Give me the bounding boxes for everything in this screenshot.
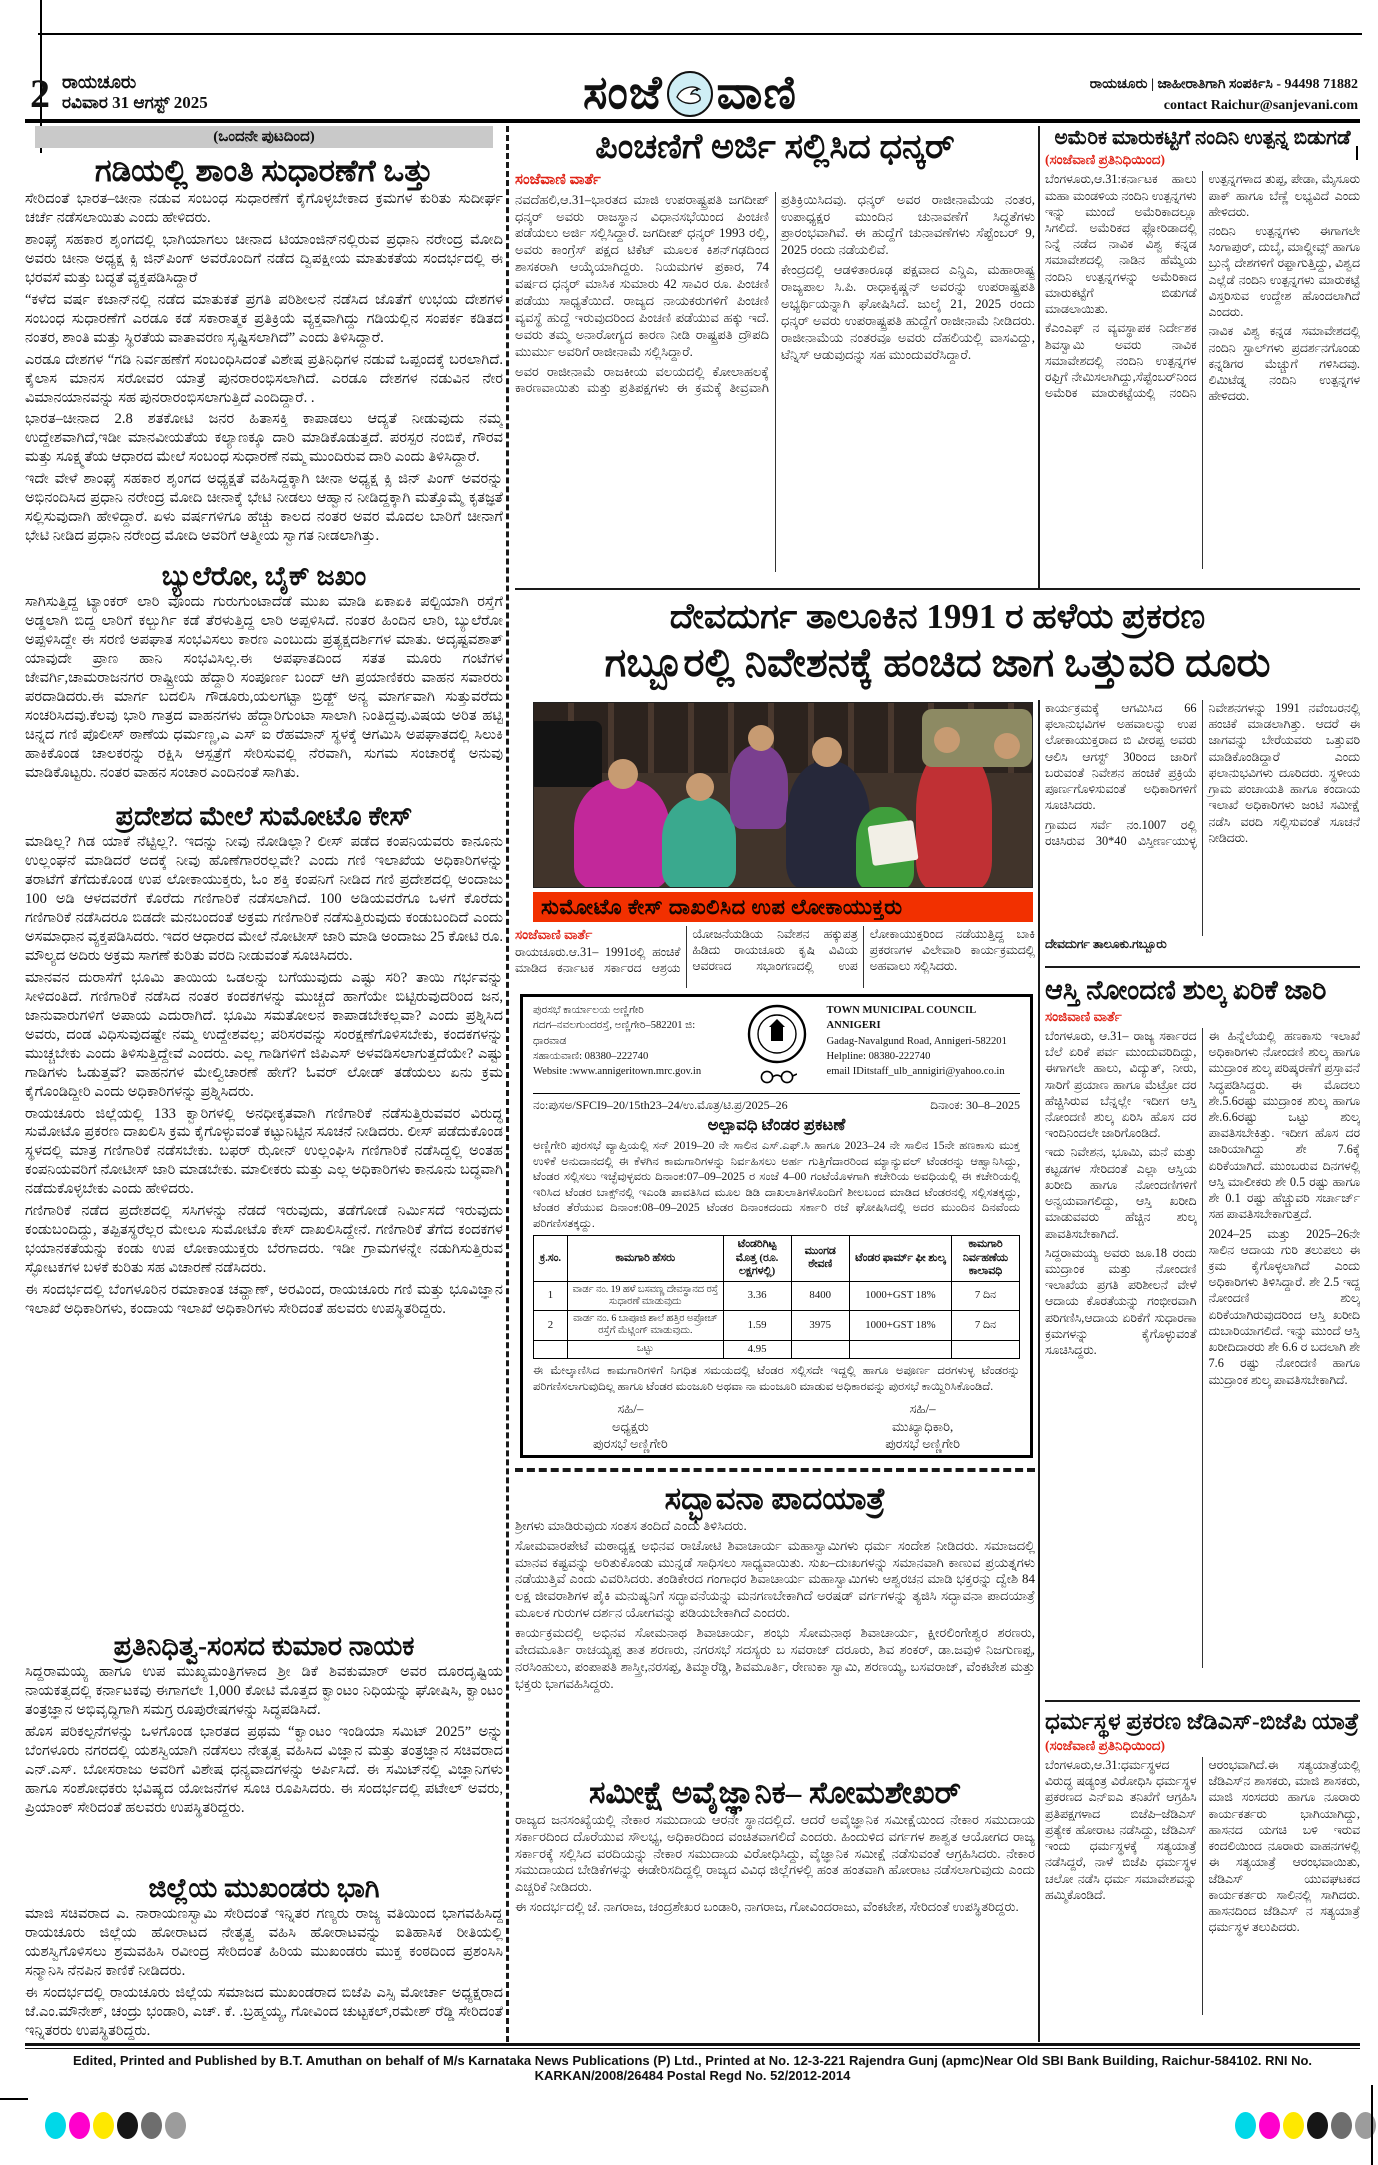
bottom-right-crop-mark [1371, 2085, 1373, 2165]
color-registration-dot [141, 2112, 162, 2139]
footer-rule-thin [25, 2048, 1360, 2049]
article-gadi [25, 126, 503, 560]
photo-caption-bar [533, 892, 1033, 922]
sumoto-caption-body: ರಾಯಚೂರು.ಆ.31– 1991ರಲ್ಲಿ ಹಂಚಿಕೆ ಮಾಡಿದ ಕರ್ನಾಟಕ ಸರ್ಕಾರದ ಆಶ್ರಯ ಯೋಜನೆಯಡಿಯ ನಿವೇಶನ ಹಕ್ಕುಪತ್ರ ಹಿಡಿದು ರಾಯಚೂರು ಕೃಷಿ ವಿವಿಯ ಆವರಣದ ಸಭಾಂಗಣದಲ್ಲಿ ಉಪ ಲೋಕಾಯುಕ್ತರಿಂದ ನಡೆಯುತ್ತಿದ್ದ ಬಾಕಿ ಪ್ರಕರಣಗಳ ವಿಲೇವಾರಿ ಕಾರ್ಯಕ್ರಮದಲ್ಲಿ ಅಹವಾಲು ಸಲ್ಲಿಸಿದರು. [515, 927, 1035, 976]
news-photo [533, 702, 1033, 888]
nandini-body: ಬೆಂಗಳೂರು,ಆ.31:ಕರ್ನಾಟಕ ಹಾಲು ಮಹಾ ಮಂಡಳಿಯ ನಂದಿನಿ ಉತ್ಪನ್ನಗಳು ಇನ್ನು ಮುಂದೆ ಅಮೆರಿಕಾದಲ್ಲೂ ಸಿಗಲಿದೆ. ಅಮೆರಿಕದ ಫ್ಲೋರಿಡಾದಲ್ಲಿ ನಿನ್ನೆ ನಡೆದ ನಾವಿಕ ವಿಶ್ವ ಕನ್ನಡ ಸಮಾವೇಶದಲ್ಲಿ ನಾಡಿನ ಹೆಮ್ಮೆಯ ನಂದಿನಿ ಉತ್ಪನ್ನಗಳನ್ನು ಅಮೆರಿಕಾದ ಮಾರುಕಟ್ಟೆಗೆ ಬಿಡುಗಡೆ ಮಾಡಲಾಯಿತು. ಕೆಎಂಎಫ್ ನ ವ್ಯವಸ್ಥಾಪಕ ನಿರ್ದೇಶಕ ಶಿವಸ್ವಾಮಿ ಅವರು ನಾವಿಕ ಸಮಾವೇಶದಲ್ಲಿ ನಂದಿನಿ ಉತ್ಪನ್ನಗಳ ರಫ್ತಿಗೆ ನೇಮಿಸಲಾಗಿದ್ದು,ಸೆಪ್ಟೆಂಬರ್‌ನಿಂದ ಅಮೆರಿಕ ಮಾರುಕಟ್ಟೆಯಲ್ಲಿ ನಂದಿನಿ ಉತ್ಪನ್ನಗಳಾದ ತುಪ್ಪ, ಪೇಡಾ, ಮೈಸೂರು ಪಾಕ್ ಹಾಗೂ ಬೆಣ್ಣೆ ಲಭ್ಯವಿದೆ ಎಂದು ಹೇಳಿದರು. ನಂದಿನಿ ಉತ್ಪನ್ನಗಳು ಈಗಾಗಲೇ ಸಿಂಗಾಪುರ್, ದುಬೈ, ಮಾಲ್ಡೀವ್ಸ್ ಹಾಗೂ ಬ್ರುನೈ ದೇಶಗಳಿಗೆ ರಫ್ತಾಗುತ್ತಿದ್ದು, ವಿಶ್ವದ ಎಲ್ಲೆಡೆ ನಂದಿನಿ ಉತ್ಪನ್ನಗಳು ಮಾರುಕಟ್ಟೆ ವಿಸ್ತರಿಸುವ ಉದ್ದೇಶ ಹೊಂದಲಾಗಿದೆ ಎಂದರು. ನಾವಿಕ ವಿಶ್ವ ಕನ್ನಡ ಸಮಾವೇಶದಲ್ಲಿ ನಂದಿನಿ ಸ್ಟಾಲ್‌ಗಳು ಪ್ರದರ್ಶನಗೊಂಡು ಕನ್ನಡಿಗರ ಮೆಚ್ಚುಗೆ ಗಳಿಸಿದವು. ಲಿಮಿಟೆಡ್ನ ನಂದಿನಿ ಉತ್ಪನ್ನಗಳ ಹೇಳಿದರು. [1045, 172, 1360, 404]
notice-para-1: ಅಣ್ಣಿಗೇರಿ ಪುರಸಭೆ ವ್ಯಾಪ್ತಿಯಲ್ಲಿ ಸನ್ 2019–20 ನೇ ಸಾಲಿನ ಎಸ್.ಎಫ್.ಸಿ ಹಾಗೂ 2023–24 ನೇ ಸಾಲಿನ 15ನೇ ಹಣಕಾಸು ಮುಕ್ತ ಉಳಿಕೆ ಅನುದಾನದಲ್ಲಿ ಈ ಕೆಳಗಿನ ಕಾಮಗಾರಿಗಳನ್ನು ನಿರ್ವಹಿಸಲು ಅರ್ಹ ಗುತ್ತಿಗೆದಾರರಿಂದ ಮ್ಯಾನ್ಯುವಲ್ ಟೆಂಡರನ್ನು ಆಹ್ವಾನಿಸಿದ್ದು, ಟೆಂಡರ ಸಲ್ಲಿಸಲು ಇಚ್ಛೆವುಳ್ಳವರು ದಿನಾಂಕ:07–09–2025 ರ ಸಂಜೆ 4–00 ಗಂಟೆಯೊಳಗಾಗಿ ಕಚೇರಿಯ ಅವಧಿಯಲ್ಲಿ ಈ ಕಚೇರಿಯಲ್ಲಿ ಇರಿಸಿದ ಟೆಂಡರ ಬಾಕ್ಸ್‌ನಲ್ಲಿ ಇಎಂಡಿ ಪಾವತಿಸಿದ ಮೂಲ ಡಿಡಿ ದಾಖಲಾತಿಗಳೊಂದಿಗೆ ಶೀಲಬಂದ ಮಾಡಿದ ಟೆಂಡರನಲ್ಲಿ ಸಲ್ಲಿಸತಕ್ಕದ್ದು, ಟೆಂಡರ ತೆರೆಯುವ ದಿನಾಂಕ:08–09–2025 ಟೆಂಡರ ದಿನಾಂಕದಂದು ಸರ್ಕಾರಿ ರಜೆ ಘೋಷಿಸಿದಲ್ಲಿ ಅದರ ಮುಂದಿನ ದಿನವೆಂದು ಪರಿಗಣಿಸತಕ್ಕದ್ದು. [533, 1139, 1020, 1230]
header-rule [25, 119, 1360, 123]
color-registration-dot [1283, 2112, 1304, 2139]
ad-boundary-dashed-rule [515, 1468, 1035, 1472]
sumoto-headline: ಪ್ರದೇಶದ ಮೇಲೆ ಸುಮೋಟೊ ಕೇಸ್ [115, 801, 413, 831]
photo-face-2 [686, 773, 714, 801]
article-jilla [25, 1872, 503, 2042]
asti-headline: ಆಸ್ತಿ ನೋಂದಣಿ ಶುಲ್ಕ ಏರಿಕೆ ಜಾರಿ [1045, 975, 1327, 1005]
asti-body: ಬೆಂಗಳೂರು, ಆ.31– ರಾಜ್ಯ ಸರ್ಕಾರದ ಬೆಲೆ ಏರಿಕೆ ಪರ್ವ ಮುಂದುವರಿದಿದ್ದು, ಈಗಾಗಲೇ ಹಾಲು, ವಿದ್ಯುತ್, ನೀರು, ಸಾರಿಗೆ ಪ್ರಯಾಣ ಹಾಗೂ ಮೆಟ್ರೋ ದರ ಹೆಚ್ಚಿಸಿರುವ ಬೆನ್ನಲ್ಲೇ ಇದೀಗ ಆಸ್ತಿ ನೋಂದಣಿ ಶುಲ್ಕ ಏರಿಸಿ ಹೊಸ ದರ ಇಂದಿನಿಂದಲೇ ಜಾರಿಗೊಂಡಿದೆ. ಇದು ನಿವೇಶನ, ಭೂಮಿ, ಮನೆ ಮತ್ತು ಕಟ್ಟಡಗಳ ಸೇರಿದಂತೆ ಎಲ್ಲಾ ಆಸ್ತಿಯ ಖರೀದಿ ಹಾಗೂ ನೋಂದಣಿಗಳಿಗೆ ಅನ್ವಯವಾಗಲಿದ್ದು, ಆಸ್ತಿ ಖರೀದಿ ಮಾಡುವವರು ಹೆಚ್ಚಿನ ಶುಲ್ಕ ಪಾವತಿಸಬೇಕಾಗಿದೆ. ಸಿದ್ದರಾಮಯ್ಯ ಅವರು ಜೂ.18 ರಂದು ಮುದ್ರಾಂಕ ಮತ್ತು ನೋಂದಣಿ ಇಲಾಖೆಯ ಪ್ರಗತಿ ಪರಿಶೀಲನೆ ವೇಳೆ ಆದಾಯ ಕೊರತೆಯನ್ನು ಗಂಭೀರವಾಗಿ ಪರಿಗಣಿಸಿ,ಆದಾಯ ಏರಿಕೆಗೆ ಸುಧಾರಣಾ ಕ್ರಮಗಳನ್ನು ಕೈಗೊಳ್ಳುವಂತೆ ಸೂಚಿಸಿದ್ದರು. ಈ ಹಿನ್ನೆಲೆಯಲ್ಲಿ ಹಣಕಾಸು ಇಲಾಖೆ ಅಧಿಕಾರಿಗಳು ನೋಂದಣಿ ಶುಲ್ಕ ಹಾಗೂ ಮುದ್ರಾಂಕ ಶುಲ್ಕ ಪರಿಷ್ಕರಣೆಗೆ ಪ್ರಸ್ತಾವನೆ ಸಿದ್ಧಪಡಿಸಿದ್ದರು. ಈ ಮೊದಲು ಶೇ.5.6ರಷ್ಟು ಮುದ್ರಾಂಕ ಶುಲ್ಕ ಹಾಗೂ ಶೇ.6.6ರಷ್ಟು ಒಟ್ಟು ಶುಲ್ಕ ಪಾವತಿಸಬೇಕಿತ್ತು. ಇದೀಗ ಹೊಸ ದರ ಜಾರಿಯಾಗಿದ್ದು ಶೇ 7.6ಕ್ಕೆ ಏರಿಕೆಯಾಗಿದೆ. ಮುಂಬರುವ ದಿನಗಳಲ್ಲಿ ಆಸ್ತಿ ಮಾಲೀಕರು ಶೇ 0.5 ರಷ್ಟು ಹಾಗೂ ಶೇ 0.1 ರಷ್ಟು ಹೆಚ್ಚುವರಿ ಸರ್ಚಾರ್ಜ್ ಸಹ ಪಾವತಿಸಬೇಕಾಗುತ್ತದೆ. 2024–25 ಮತ್ತು 2025–26ನೇ ಸಾಲಿನ ಆದಾಯ ಗುರಿ ತಲುಪಲು ಈ ಕ್ರಮ ಕೈಗೊಳ್ಳಲಾಗಿದೆ ಎಂದು ಅಧಿಕಾರಿಗಳು ತಿಳಿಸಿದ್ದಾರೆ. ಶೇ 2.5 ಇದ್ದ ನೋಂದಣಿ ಶುಲ್ಕ ಏರಿಕೆಯಾಗಿರುವುದರಿಂದ ಆಸ್ತಿ ಖರೀದಿ ದುಬಾರಿಯಾಗಲಿದೆ. ಇನ್ನು ಮುಂದೆ ಆಸ್ತಿ ಖರೀದಿದಾರರು ಶೇ 6.6 ರ ಬದಲಾಗಿ ಶೇ 7.6 ರಷ್ಟು ನೋಂದಣಿ ಹಾಗೂ ಮುದ್ರಾಂಕ ಶುಲ್ಕ ಪಾವತಿಸಬೇಕಾಗಿದೆ. [1045, 1028, 1360, 1387]
glasses-icon [757, 1070, 797, 1084]
sumoto-caption-byline: ಸಂಜೆವಾಣಿ ವಾರ್ತೆ [515, 927, 593, 942]
office-website: Website :www.annigeritown.mrc.gov.in [533, 1066, 702, 1078]
advert-contact-line: ರಾಯಚೂರು | ಜಾಹೀರಾತಿಗಾಗಿ ಸಂಪರ್ಕಿಸಿ - 94498 71882 [1089, 77, 1358, 92]
color-registration-dot [1235, 2112, 1256, 2139]
imprint-line: Edited, Printed and Published by B.T. Amuthan on behalf of M/s Karnataka News Publications (P) Ltd., Printed at No. 12-3-221 Rajendra Gunj (apmc)Near Old SBI Bank Building, Raichur-584102. RNI No. KARKAN/2008/26484 Postal Regd No. 52/2012-2014 [72, 2053, 1313, 2083]
article-nandini [1045, 126, 1360, 586]
article-dharmasthala [1045, 1708, 1360, 2042]
color-registration-dot [93, 2112, 114, 2139]
asti-byline: ಸಂಜಿವಾಣಿ ವಾರ್ತೆ [1045, 1008, 1122, 1024]
office-email: email IDitstaff_ulb_annigiri@yahoo.co.in [826, 1066, 1005, 1078]
tender-table: ಕ್ರ.ಸಂ. ಕಾಮಗಾರಿ ಹೆಸರು ಟೆಂಡರಿಗಿಟ್ಟ ಮೊತ್ತ (ರೂ. ಲಕ್ಷಗಳಲ್ಲಿ) ಮುಂಗಡ ಠೇವಣಿ ಟೆಂಡರ ಫಾರ್ಮ್ ಫೀ ಶುಲ್ಕ ಕಾಮಗಾರಿ ನಿರ್ವಹಣೆಯ ಕಾಲಾವಧಿ 1 ವಾರ್ಡ ನಂ. 19 ಹಳೆ ಬಸವಣ್ಣ ದೇವಸ್ಥಾನದ ರಸ್ತೆ ಸುಧಾರಣೆ ಮಾಡುವುದು 3.36 8400 1000+GST 18% 7 ದಿನ 2 ವಾರ್ಡ ನಂ. 6 ಬಾಪೂಜಿ ಶಾಲೆ ಹತ್ತಿರ ಅಪ್ರೋಚ್ ರಸ್ತೆಗೆ ಮೆಟ್ಲಿಂಗ್ ಮಾಡುವುದು. 1.59 3975 1000+GST 18% 7 ದಿನ ಒಟ್ಟು 4.95 [533, 1235, 1020, 1359]
photo-face-1 [608, 759, 638, 789]
notice-office-kannada [533, 1003, 726, 1080]
photo-face-6 [994, 733, 1020, 759]
photo-document-paper [867, 820, 918, 866]
rule-above-dharmasthala [1045, 1700, 1360, 1702]
registration-dots-right [1235, 2112, 1376, 2139]
municipal-seal-icon [726, 1003, 826, 1089]
nandini-byline: (ಸಂಜೆವಾಣಿ ಪ್ರತಿನಿಧಿಯಿಂದ) [1045, 152, 1165, 168]
article-sumoto-left [25, 800, 503, 1630]
article-pratinidhitva [25, 1630, 503, 1872]
pratinidhitva-headline: ಪ್ರತಿನಿಧಿತ್ವ-ಸಂಸದ ಕುಮಾರ ನಾಯಕ [113, 1631, 415, 1661]
photo-person-magenta [574, 779, 670, 888]
photo-person-red-saree [916, 747, 992, 888]
edition-date: ರವಿವಾರ 31 ಆಗಸ್ಟ್ 2025 [62, 92, 208, 112]
registration-dots-left [45, 2112, 186, 2139]
gabbur-headline-line2: ಗಬ್ಬೂರಲ್ಲಿ ನಿವೇಶನಕ್ಕೆ ಹಂಚಿದ ಜಾಗ ಒತ್ತುವರಿ ದೂರು [604, 639, 1271, 685]
left-column [25, 126, 503, 2042]
rule-under-top-articles [515, 588, 1360, 590]
color-registration-dot [165, 2112, 186, 2139]
divider-middle-right-bottom [1038, 700, 1040, 2042]
gabbur-dateline: ದೇವದುರ್ಗ ತಾಲೂಕು.ಗಬ್ಬೂರು [1045, 937, 1167, 951]
edition-block [62, 72, 208, 112]
office-helpline-en: Helpline: 08380-222740 [826, 1051, 931, 1063]
bottom-left-crop-mark [0, 2098, 28, 2100]
dhankar-byline: ಸಂಜೆವಾಣಿ ವಾರ್ತೆ [515, 171, 601, 188]
notice-office-english [827, 1003, 1020, 1080]
tender-notice-box [520, 994, 1033, 1458]
pratinidhitva-body: ಸಿದ್ದರಾಮಯ್ಯ ಹಾಗೂ ಉಪ ಮುಖ್ಯಮಂತ್ರಿಗಳಾದ ಶ್ರೀ ಡಿಕೆ ಶಿವಕುಮಾರ್ ಅವರ ದೂರದೃಷ್ಟಿಯ ನಾಯಕತ್ವದಲ್ಲಿ ಕರ್ನಾಟಕವು ಈಗಾಗಲೇ 1,000 ಕೋಟಿ ಮೊತ್ತದ ಕ್ವಾಂಟಂ ನಿಧಿಯನ್ನು ಘೋಷಿಸಿ, ಕ್ವಾಂಟಂ ತಂತ್ರಜ್ಞಾನ ಅಭಿವೃದ್ಧಿಗಾಗಿ ಸಮಗ್ರ ರೂಪುರೇಷಗಳನ್ನು ಸಿದ್ಧಪಡಿಸಿದೆ. ಹೊಸ ಪರಿಕಲ್ಪನೆಗಳನ್ನು ಒಳಗೊಂಡ ಭಾರತದ ಪ್ರಥಮ “ಕ್ವಾಂಟಂ ಇಂಡಿಯಾ ಸಮಿಟ್ 2025” ಅನ್ನು ಬೆಂಗಳೂರು ನಗರದಲ್ಲಿ ಯಶಸ್ವಿಯಾಗಿ ನಡೆಸಲು ನೇತೃತ್ವ ವಹಿಸಿದ ವಿಜ್ಞಾನ ಮತ್ತು ತಂತ್ರಜ್ಞಾನ ಸಚಿವರಾದ ಎನ್.ಎಸ್. ಬೋಸರಾಜು ಅವರಿಗೆ ವಿಶೇಷ ಧನ್ಯವಾದಗಳನ್ನು ಅರ್ಪಿಸಿದೆ. ಈ ಸಮಿಟ್‌ನಲ್ಲಿ ವಿಜ್ಞಾನಿಗಳು ಹಾಗೂ ಸಂಶೋಧಕರು ಭವಿಷ್ಯದ ಯೋಜನೆಗಳ ಸೂಚಿ ರೂಪಿಸಿದರು. ಈ ಸಂದರ್ಭದಲ್ಲಿ ಪಟೇಲ್ ಅವರು, ಪ್ರಿಯಾಂಕ್ ಸೇರಿದಂತೆ ಹಲವರು ಉಪಸ್ಥಿತರಿದ್ದರು. [25, 1663, 503, 1816]
sumoto-caption-story [515, 926, 1035, 988]
dharmasthala-headline: ಧರ್ಮಸ್ಥಳ ಪ್ರಕರಣ ಜೆಡಿಎಸ್-ಬಿಜೆಪಿ ಯಾತ್ರೆ [1045, 1709, 1359, 1734]
nandini-headline: ಅಮೆರಿಕ ಮಾರುಕಟ್ಟಿಗೆ ನಂದಿನಿ ಉತ್ಪನ್ನ ಬಿಡುಗಡೆ [1054, 127, 1351, 149]
rule-above-asti [1045, 966, 1360, 968]
bulero-headline: ಬ್ಯುಲೆರೋ, ಬೈಕ್ ಜಖಂ [161, 561, 367, 591]
contact-block [1090, 74, 1358, 116]
office-address-en: Gadag-Navalgund Road, Annigeri-582201 [826, 1035, 1007, 1047]
contact-email: contact Raichur@sanjevani.com [1163, 98, 1358, 113]
notice-date: ದಿನಾಂಕ: 30–8–2025 [930, 1098, 1020, 1112]
masthead [540, 66, 840, 121]
continued-from-page-one-kicker: (ಒಂದನೇ ಪುಟದಿಂದ) [35, 126, 493, 148]
article-asti [1045, 974, 1360, 1696]
article-samikshe [515, 1774, 1035, 2040]
photo-person-teal [662, 797, 736, 888]
samikshe-headline: ಸಮೀಕ್ಷೆ ಅವೈಜ್ಞಾನಿಕ– ಸೋಮಶೇಖರ್ [588, 1775, 962, 1810]
color-registration-dot [45, 2112, 66, 2139]
letterhead-rule [533, 1093, 1020, 1094]
office-address-kn: ಗದಗ–ನವಲಗುಂದರಸ್ತೆ, ಅಣ್ಣಿಗೇರಿ–582201 ಜಿ: ಧಾರವಾಡ [533, 1020, 696, 1047]
signature-chief-officer: ಸಹಿ/– ಮುಖ್ಯಾಧಿಕಾರಿ, ಪುರಸಭೆ ಅಣ್ಣಿಗೇರಿ [885, 1401, 960, 1452]
jilla-body: ಮಾಜಿ ಸಚಿವರಾದ ಎ. ನಾರಾಯಣಸ್ವಾಮಿ ಸೇರಿದಂತೆ ಇನ್ನಿತರ ಗಣ್ಯರು ರಾಜ್ಯ ವತಿಯಿಂದ ಭಾಗವಹಿಸಿದ್ದ ರಾಯಚೂರು ಜಿಲ್ಲೆಯ ಹೋರಾಟದ ನೇತೃತ್ವ ವಹಿಸಿ ಹೋರಾಟವನ್ನು ಐತಿಹಾಸಿಕ ರೀತಿಯಲ್ಲಿ ಯಶಸ್ವಿಗೊಳಿಸಲು ಶ್ರಮವಹಿಸಿ ರವೀಂದ್ರ ಸೇರಿದಂತೆ ಹಿರಿಯ ಮುಖಂಡರು ಮುಕ್ತ ಕಂಠದಿಂದ ಪ್ರಶಂಸಿಸಿ ಸನ್ಮಾನಿಸಿ ನೆನಪಿನ ಕಾಣಿಕೆ ನೀಡಿದರು. ಈ ಸಂದರ್ಭದಲ್ಲಿ ರಾಯಚೂರು ಜಿಲ್ಲೆಯ ಸಮಾಜದ ಮುಖಂಡರಾದ ಬಿಜೆಪಿ ಎಸ್ಸಿ ಮೋರ್ಚಾ ಅಧ್ಯಕ್ಷರಾದ ಜೆ.ಎಂ.ಮೌನೇಶ್, ಚಂದ್ರು ಭಂಡಾರಿ, ಎಚ್. ಕೆ. .ಬ್ರಹ್ಮಯ್ಯ, ಗೋವಿಂದ ಚುಟ್ಟಕಲ್,ರಮೇಶ್ ರೆಡ್ಡಿ ಸೇರಿದಂತೆ ಇನ್ನಿತರರು ಉಪಸ್ಥಿತರಿದ್ದರು. [25, 1905, 503, 2039]
samikshe-body: ರಾಜ್ಯದ ಜನಸಂಖ್ಯೆಯಲ್ಲಿ ನೇಕಾರ ಸಮುದಾಯ ಆರನೇ ಸ್ಥಾನದಲ್ಲಿದೆ. ಆದರೆ ಅವೈಜ್ಞಾನಿಕ ಸಮೀಕ್ಷೆಯಿಂದ ನೇಕಾರ ಸಮುದಾಯ ಸರ್ಕಾರದಿಂದ ದೊರೆಯುವ ಸೌಲಭ್ಯ, ಅಧಿಕಾರದಿಂದ ವಂಚಿತವಾಗಲಿದೆ ಎಂದರು. ಹಿಂದುಳಿದ ವರ್ಗಗಳ ಶಾಶ್ವತ ಆಯೋಗದ ರಾಜ್ಯ ಸರ್ಕಾರಕ್ಕೆ ಸಲ್ಲಿಸಿದ ವರದಿಯನ್ನು ನೇಕಾರ ಸಮುದಾಯ ವಿರೋಧಿಸಿದ್ದು, ವೈಜ್ಞಾನಿಕ ಸಮೀಕ್ಷೆ ನಡೆಸುವಂತೆ ಆಗ್ರಹಿಸಿದರು. ನೇಕಾರ ಸಮುದಾಯದ ಬೇಡಿಕೆಗಳನ್ನು ಈಡೇರಿಸದಿದ್ದಲ್ಲಿ ರಾಜ್ಯದ ವಿವಿಧ ಜಿಲ್ಲೆಗಳಲ್ಲಿ ಹಂತ ಹಂತವಾಗಿ ಹೋರಾಟ ನಡೆಸಲಾಗುವುದು ಎಂದು ಎಚ್ಚರಿಕೆ ನೀಡಿದರು. ಈ ಸಂದರ್ಭದಲ್ಲಿ ಜೆ. ನಾಗರಾಜ, ಚಂದ್ರಶೇಖರ ಬಂಡಾರಿ, ನಾಗರಾಜ, ಗೋವಿಂದರಾಜು, ವೆಂಕಟೇಶ, ಸೇರಿದಂತೆ ಉಪಸ್ಥಿತರಿದ್ದರು. [515, 1811, 1035, 1915]
photo-caption-text: ಸುಮೋಟೊ ಕೇಸ್ ದಾಖಲಿಸಿದ ಉಪ ಲೋಕಾಯುಕ್ತರು [541, 894, 903, 919]
article-sadbhavana [515, 1480, 1035, 1772]
divider-middle-right-top [1038, 126, 1040, 588]
edition-city: ರಾಯಚೂರು [62, 72, 137, 92]
gabbur-headline-line1: ದೇವದುರ್ಗ ತಾಲೂಕಿನ 1991 ರ ಹಳೆಯ ಪ್ರಕರಣ [669, 597, 1206, 636]
masthead-right-text: ವಾಣಿ [716, 67, 797, 118]
color-registration-dot [1307, 2112, 1328, 2139]
office-name-kn: ಪುರಸಭೆ ಕಾರ್ಯಾಲಯ ಅಣ್ಣಿಗೇರಿ [533, 1005, 644, 1016]
video-camera-icon [533, 721, 602, 787]
photo-face-4 [812, 737, 842, 767]
gadi-body: ಸೇರಿದಂತೆ ಭಾರತ–ಚೀನಾ ನಡುವ ಸಂಬಂಧ ಸುಧಾರಣೆಗೆ ಕೈಗೊಳ್ಳಬೇಕಾದ ಕ್ರಮಗಳ ಕುರಿತು ಸುದೀರ್ಘ ಚರ್ಚೆ ನಡೆಸಲಾಯಿತು ಎಂದು ಹೇಳಿದರು. ಶಾಂಘೈ ಸಹಕಾರ ಶೃಂಗದಲ್ಲಿ ಭಾಗಿಯಾಗಲು ಚೀನಾದ ಟಿಯಾಂಜಿನ್‌ನಲ್ಲಿರುವ ಪ್ರಧಾನಿ ನರೇಂದ್ರ ಮೋದಿ ಅವರು ಚೀನಾ ಅಧ್ಯಕ್ಷ ಕ್ಸಿ ಜಿನ್‌ಪಿಂಗ್ ಅವರೊಂದಿಗೆ ನಡೆದ ದ್ವಿಪಕ್ಷೀಯ ಮಾತುಕತೆಯ ಸಂದರ್ಭದಲ್ಲಿ ಈ ಭರವಸೆ ಮತ್ತು ಬದ್ಧತೆ ವ್ಯಕ್ತಪಡಿಸಿದ್ದಾರೆ “ಕಳೆದ ವರ್ಷ ಕಜಾನ್‌ನಲ್ಲಿ ನಡೆದ ಮಾತುಕತೆ ಪ್ರಗತಿ ಪರಿಶೀಲನೆ ನಡೆಸಿದ ಜೊತೆಗೆ ಉಭಯ ದೇಶಗಳ ಸಂಬಂಧ ಸುಧಾರಣೆಗೆ ಎರಡೂ ಕಡೆ ಸಕಾರಾತ್ಮಕ ಪ್ರತಿಕ್ರಿಯೆ ವ್ಯಕ್ತವಾಗಿದ್ದು ಗಡಿಯಲ್ಲಿನ ಸಂಪರ್ಕ ಕಡಿತದ ನಂತರ, ಶಾಂತಿ ಮತ್ತು ಸ್ಥಿರತೆಯ ವಾತಾವರಣ ಸೃಷ್ಟಿಸಲಾಗಿದೆ” ಎಂದು ತಿಳಿಸಿದ್ದಾರೆ. ಎರಡೂ ದೇಶಗಳ “ಗಡಿ ನಿರ್ವಹಣೆಗೆ ಸಂಬಂಧಿಸಿದಂತೆ ವಿಶೇಷ ಪ್ರತಿನಿಧಿಗಳ ನಡುವೆ ಒಪ್ಪಂದಕ್ಕೆ ಬರಲಾಗಿದೆ. ಕೈಲಾಸ ಮಾನಸ ಸರೋವರ ಯಾತ್ರೆ ಪುನರಾರಂಭಿಸಲಾಗಿದೆ. ಎರಡೂ ದೇಶಗಳ ನಡುವಿನ ನೇರ ವಿಮಾನಯಾನವನ್ನು ಸಹ ಪುನರಾರಂಭಿಸಲಾಗುತ್ತಿದೆ ಎಂದಿದ್ದಾರೆ. . ಭಾರತ–ಚೀನಾದ 2.8 ಶತಕೋಟಿ ಜನರ ಹಿತಾಸಕ್ತಿ ಕಾಪಾಡಲು ಆದ್ಯತೆ ನೀಡುವುದು ನಮ್ಮ ಉದ್ದೇಶವಾಗಿದೆ,ಇಡೀ ಮಾನವೀಯತೆಯ ಕಲ್ಯಾಣಕ್ಕೂ ದಾರಿ ಮಾಡಿಕೊಡುತ್ತದೆ. ಪರಸ್ಪರ ನಂಬಿಕೆ, ಗೌರವ ಮತ್ತು ಸೂಕ್ಷ್ಮತೆಯ ಆಧಾರದ ಮೇಲೆ ಸಂಬಂಧ ಸುಧಾರಣೆ ನಮ್ಮ ಮುಂದಿರುವ ದಾರಿ ಎಂದು ತಿಳಿಸಿದ್ದಾರೆ. ಇದೇ ವೇಳೆ ಶಾಂಘೈ ಸಹಕಾರ ಶೃಂಗದ ಅಧ್ಯಕ್ಷತೆ ವಹಿಸಿದ್ದಕ್ಕಾಗಿ ಚೀನಾ ಅಧ್ಯಕ್ಷ ಕ್ಸಿ ಜಿನ್ ಪಿಂಗ್ ಅವರನ್ನು ಅಭಿನಂದಿಸಿದ ಪ್ರಧಾನಿ ನರೇಂದ್ರ ಮೋದಿ ಚೀನಾಕ್ಕೆ ಭೇಟಿ ನೀಡಲು ಆಹ್ವಾನ ನೀಡಿದ್ದಕ್ಕಾಗಿ ಮತ್ತೊಮ್ಮೆ ಕೃತಜ್ಞತೆ ಸಲ್ಲಿಸುವುದಾಗಿ ಹೇಳಿದ್ದಾರೆ. ಏಳು ವರ್ಷಗಳಿಗೂ ಹೆಚ್ಚು ಕಾಲದ ನಂತರ ಅವರ ಮೊದಲ ಬಾರಿಗೆ ಚೀನಾಗೆ ಭೇಟಿ ನೀಡಿದ ಪ್ರಧಾನಿ ನರೇಂದ್ರ ಮೋದಿ ಅವರಿಗೆ ಆತ್ಮೀಯ ಸ್ವಾಗತ ನೀಡಲಾಗಿತ್ತು. [25, 190, 503, 545]
gabbur-body: ಕಾರ್ಯಕ್ರಮಕ್ಕೆ ಆಗಮಿಸಿದ 66 ಫಲಾನುಭವಿಗಳ ಅಹವಾಲನ್ನು ಉಪ ಲೋಕಾಯುಕ್ತರಾದ ಬಿ ವೀರಪ್ಪ ಅವರು ಆಲಿಸಿ ಆಗಸ್ಟ್ 30ರಿಂದ ಜಾರಿಗೆ ಬರುವಂತೆ ನಿವೇಶನ ಹಂಚಿಕೆ ಪ್ರಕ್ರಿಯೆ ಪೂರ್ಣಗೊಳಿಸುವಂತೆ ಅಧಿಕಾರಿಗಳಿಗೆ ಸೂಚಿಸಿದರು. ಗ್ರಾಮದ ಸರ್ವೆ ನಂ.1007 ರಲ್ಲಿ ರಚಿಸಿರುವ 30*40 ವಿಸ್ತೀರ್ಣಯುಳ್ಳ ನಿವೇಶನಗಳನ್ನು 1991 ನವೆಂಬರನಲ್ಲಿ ಹಂಚಿಕೆ ಮಾಡಲಾಗಿತ್ತು. ಆದರೆ ಈ ಜಾಗವನ್ನು ಬೇರೆಯವರು ಒತ್ತುವರಿ ಮಾಡಿಕೊಂಡಿದ್ದಾರೆ ಎಂದು ಫಲಾನುಭವಿಗಳು ದೂರಿದರು. ಸ್ಥಳೀಯ ಗ್ರಾಮ ಪಂಚಾಯತಿ ಹಾಗೂ ಕಂದಾಯ ಇಲಾಖೆ ಅಧಿಕಾರಿಗಳು ಜಂಟಿ ಸಮೀಕ್ಷೆ ನಡೆಸಿ ವರದಿ ಸಲ್ಲಿಸುವಂತೆ ಸೂಚನೆ ನೀಡಿದರು. [1045, 701, 1360, 848]
article-bulero [25, 560, 503, 800]
photo-face-5 [934, 727, 960, 753]
office-helpline-kn: ಸಹಾಯವಾಣಿ: 08380–222740 [533, 1051, 649, 1063]
notice-title: ಅಲ್ಪಾವಧಿ ಟೆಂಡರ ಪ್ರಕಟಣೆ [707, 1115, 846, 1134]
jilla-headline: ಜಿಲ್ಲೆಯ ಮುಖಂಡರು ಭಾಗಿ [148, 1873, 380, 1903]
color-registration-dot [69, 2112, 90, 2139]
gadi-headline: ಗಡಿಯಲ್ಲಿ ಶಾಂತಿ ಸುಧಾರಣೆಗೆ ಒತ್ತು [94, 153, 434, 188]
sumoto-body: ಮಾಡಿಲ್ಲ? ಗಿಡ ಯಾಕೆ ನೆಟ್ಟಿಲ್ಲ?. ಇದನ್ನು ನೀವು ನೋಡಿಲ್ಲಾ? ಲೀಸ್ ಪಡೆದ ಕಂಪನಿಯವರು ಕಾನೂನು ಉಲ್ಲಂಘನೆ ಮಾಡಿದರೆ ಅದಕ್ಕೆ ನೀವು ಹೊಣೆಗಾರರಲ್ಲವೇ? ಎಂದು ಗಣಿ ಇಲಾಖೆಯ ಅಧಿಕಾರಿಗಳನ್ನು ತರಾಟೆಗೆ ತೆಗೆದುಕೊಂಡ ಉಪ ಲೋಕಾಯುಕ್ತರು, ಓಂ ಶಕ್ತಿ ಕಂಪನಿಗೆ ನೀಡಿದ ಗಣಿ ಪ್ರದೇಶದಲ್ಲಿ ಅಂದಾಜು 100 ಅಡಿ ಆಳದವರೆಗೆ ಕೊರೆದು ಗಣಿಗಾರಿಕೆ ನಡೆಸಲಾಗಿದೆ. 100 ಅಡಿಯವರೆಗೂ ಒಳಗೆ ಕೊರೆದು ಗಣಿಗಾರಿಕೆ ನಡೆಸಿದರೂ ಬಿಡದೇ ಮನಬಂದಂತೆ ಅಕ್ರಮ ಗಣಿಗಾರಿಕೆ ನಡೆಸುತ್ತಿರುವುದು ಕಂಡುಬಂದಿದೆ ಎಂದು ಅಸಮಾಧಾನ ವ್ಯಕ್ತಪಡಿಸಿದರು. ಇದರ ಆಧಾರದ ಮೇಲೆ ನೋಟೀಸ್ ಜಾರಿ ಮಾಡಿ ಅಂದಾಜು 25 ಕೋಟಿ ರೂ. ಮೌಲ್ಯದ ಅದಿರು ಅಕ್ರಮ ಸಾಗಣೆ ಕುರಿತು ವರದಿ ನೀಡುವಂತೆ ಸೂಚಿಸಿದರು. ಮಾನವನ ದುರಾಸೆಗೆ ಭೂಮಿ ತಾಯಿಯ ಒಡಲನ್ನು ಬಗೆಯುವುದು ಎಷ್ಟು ಸರಿ? ತಾಯಿ ಗರ್ಭವನ್ನು ಸೀಳಿದಂತಿದೆ. ಗಣಿಗಾರಿಕೆ ನಡೆಸಿದ ನಂತರ ಕಂದಕಗಳನ್ನು ಮುಚ್ಚದೆ ಹಾಗೆಯೇ ಬಿಟ್ಟಿರುವುದರಿಂದ ಜನ, ಜಾನುವಾರುಗಳಿಗೆ ಅಪಾಯ ಎದುರಾಗಿದೆ. ಭೂಮಿ ಸಮತೋಲನ ಕಾಪಾಡಬೇಕಲ್ಲವಾ? ಎಂದು ಪ್ರಶ್ನಿಸಿದ ಅವರು, ದಂಡ ವಿಧಿಸುವುದಷ್ಟೇ ನಮ್ಮ ಉದ್ದೇಶವಲ್ಲ; ಪರಿಸರವನ್ನು ಸಂರಕ್ಷಣೆಗೊಳಿಸಬೇಕು, ಕಂದಕಗಳನ್ನು ಮುಚ್ಚಬೇಕು ಎಂದು ತಿಳಿಸುತ್ತಿದ್ದೇವೆ ಎಂದರು. ಎಲ್ಲ ಗಾಡಿಗಳಿಗೆ ಜಿಪಿಎಸ್ ಅಳವಡಿಸಲಾಗುತ್ತದೆಯೇ? ಎಷ್ಟು ಗಾಡಿಗಳು ಓಡುತ್ತವೆ? ವಾಹನಗಳ ಮೇಲ್ವಿಚಾರಣೆ ಹೇಗೆ? ಓವರ್ ಲೋಡ್ ತಡೆಯಲು ಏನು ಕ್ರಮ ಕೈಗೊಂಡಿದ್ದೀರಿ ಎಂದು ಅಧಿಕಾರಿಗಳನ್ನು ಪ್ರಶ್ನಿಸಿದರು. ರಾಯಚೂರು ಜಿಲ್ಲೆಯಲ್ಲಿ 133 ಕ್ವಾರಿಗಳಲ್ಲಿ ಅನಧೀಕೃತವಾಗಿ ಗಣಿಗಾರಿಕೆ ನಡೆಸುತ್ತಿರುವವರ ವಿರುದ್ಧ ಸುಮೋಟೊ ಪ್ರಕರಣ ದಾಖಲಿಸಿ ಕ್ರಮ ಕೈಗೊಳ್ಳುವಂತೆ ಕಟ್ಟುನಿಟ್ಟಿನ ಸೂಚನೆ ನೀಡಿದರು. ಲೀಸ್ ಪಡೆದುಕೊಂಡ ಸ್ಥಳದಲ್ಲಿ ಮಾತ್ರ ಗಣಿಗಾರಿಕೆ ನಡೆಸಬೇಕು. ಬಫರ್ ಝೋನ್ ಉಲ್ಲಂಘಿಸಿ ಗಣಿಗಾರಿಕೆ ನಡೆಸಿದ್ದಲ್ಲಿ ಅಂತಹ ಕಂಪನಿಯವರಿಗೆ ನೋಟೀಸ್ ಜಾರಿ ಮಾಡಬೇಕು. ಮಾಲೀಕರು ಮತ್ತು ಎಲ್ಲ ಅಧಿಕಾರಿಗಳು ಕಾನೂನು ಬದ್ಧವಾಗಿ ನಡೆದುಕೊಳ್ಳಬೇಕು ಎಂದು ಹೇಳಿದರು. ಗಣಿಗಾರಿಕೆ ನಡೆದ ಪ್ರದೇಶದಲ್ಲಿ ಸಸಿಗಳನ್ನು ನೆಡದೆ ಇರುವುದು, ತಡೆಗೋಡೆ ನಿರ್ಮಿಸದೆ ಇರುವುದು ಕಂಡುಬಂದಿದ್ದು, ತಪ್ಪಿತಸ್ಥರೆಲ್ಲರ ಮೇಲೂ ಸುಮೋಟೊ ಕೇಸ್ ದಾಖಲಿಸಿದ್ದೇನೆ. ಗಣಿಗಾರಿಕೆ ತೆಗೆದ ಕಂದಕಗಳ ಭಯಾನಕತೆಯನ್ನು ಕಂಡು ಉಪ ಲೋಕಾಯುಕ್ತರು ಬೆರಗಾದರು. ಇಡೀ ಗ್ರಾಮಗಳನ್ನೇ ನಡುಗಿಸುತ್ತಿರುವ ಸ್ಫೋಟಕಗಳ ಬಳಕೆ ಕುರಿತು ಸಹ ವಿಚಾರಣೆ ನಡೆಸಿದರು. ಈ ಸಂದರ್ಭದಲ್ಲಿ ಬೆಂಗಳೂರಿನ ರಮಾಕಾಂತ ಚವ್ಹಾಣ್, ಅರವಿಂದ, ರಾಯಚೂರು ಗಣಿ ಮತ್ತು ಭೂವಿಜ್ಞಾನ ಇಲಾಖೆ ಅಧಿಕಾರಿಗಳು, ಕಂದಾಯ ಇಲಾಖೆ ಅಧಿಕಾರಿಗಳು ಸೇರಿದಂತೆ ಹಲವರು ಉಪಸ್ಥಿತರಿದ್ದರು. [25, 833, 503, 1318]
page-number: 2 [30, 71, 50, 116]
divider-left-middle [506, 126, 509, 2042]
gabbur-headline-block [515, 596, 1360, 687]
photo-person-purple [730, 745, 788, 829]
notice-para-2: ಈ ಮೇಲ್ಕಾಣಿಸಿದ ಕಾಮಗಾರಿಗಳಿಗೆ ನಿಗಧಿತ ಸಮಯದಲ್ಲಿ ಟೆಂಡರ ಸಲ್ಲಿಸದೇ ಇದ್ದಲ್ಲಿ ಹಾಗೂ ಅಪೂರ್ಣ ದರಗಳುಳ್ಳ ಟೆಂಡರನ್ನು ಪರಿಗಣಿಸಲಾಗುವುದಿಲ್ಲ ಹಾಗೂ ಟೆಂಡರ ಮಂಜೂರಿ ಅಥವಾ ನಾ ಮಂಜೂರಿ ಮಾಡುವ ಅಧಿಕಾರವನ್ನು ಪುರಸಭೆ ಕಾಯ್ದಿರಿಸಿಕೊಂಡಿದೆ. [533, 1364, 1020, 1393]
article-dhankar [515, 126, 1035, 584]
sadbhavana-body: ಶ್ರೀಗಳು ಮಾಡಿರುವುದು ಸಂತಸ ತಂದಿದೆ ಎಂದು ತಿಳಿಸಿದರು. ಸೋಮವಾರಪೇಟೆ ಮಠಾಧ್ಯಕ್ಷ ಅಭಿನವ ರಾಚೋಟಿ ಶಿವಾಚಾರ್ಯ ಮಹಾಸ್ವಾಮಿಗಳು ಧರ್ಮ ಸಂದೇಶ ನೀಡಿದರು. ಸಮಾಜದಲ್ಲಿ ಮಾನವ ಕಷ್ಟವನ್ನು ಅರಿತುಕೊಂಡು ಮುನ್ನಡೆ ಸಾಧಿಸಲು ಸಾಧ್ಯವಾಯಿತು. ಸುಖ–ದುಃಖಗಳನ್ನು ಸಮಾನವಾಗಿ ಕಾಣುವ ಪ್ರಯತ್ನಗಳು ನಡೆಯುತ್ತಿವೆ ಎಂದು ವಿವರಿಸಿದರು. ತಂಡಿಕೇರದ ಗಂಗಾಧರ ಶಿವಾಚಾರ್ಯ ಮಹಾಸ್ವಾಮಿಗಳು ಆಶ್ವರಚನ ಮಾಡಿ ಭಕ್ತರನ್ನು ದ್ವೇಶಿ 84 ಲಕ್ಷ ಜೀವರಾಶಿಗಳ ಪೈಕಿ ಮನುಷ್ಯನಿಗೆ ಸದ್ಭಾವನೆಯನ್ನು ಮನಗಣಬೇಕಾಗಿದೆ ಅರಷಡ್ ವರ್ಗಗಳನ್ನು ತ್ಯಜಿಸಿ ಸದ್ಭಾವನಾ ಪಾದಯಾತ್ರೆ ಮೂಲಕ ಗುರುಗಳ ದರ್ಶನ ಯೋಗವನ್ನು ಪಡಿಯಬೇಕಾಗಿದೆ ಎಂದರು. ಕಾರ್ಯಕ್ರಮದಲ್ಲಿ ಅಭಿನವ ಸೋಮನಾಥ ಶಿವಾಚಾರ್ಯ, ಶಂಭು ಸೋಮನಾಥ ಶಿವಾಚಾರ್ಯ, ಕ್ಷೀರಲಿಂಗೇಶ್ವರ ಶರಣರು, ವೇದಮೂರ್ತಿ ರಾಚಯ್ಯಪ್ಪ ತಾತ ಶರಣರು, ನಗರಸಭೆ ಸದಸ್ಯರು ಬ ಸವರಾಜ್ ದರೂರು, ಶಿವ ಶಂಕರ್, ಡಾ.ಜವುಳಿ ನಿಜಗುಣಪ್ಪ, ನರಸಿಂಹುಲು, ಪಂಪಾಪತಿ ಶಾಸ್ತ್ರೀ,ನರಸಪ್ಪ, ತಿಮ್ಮಾರೆಡ್ಡಿ, ಶಿವಮೂರ್ತಿ, ರೇಣುಕಾ ಸ್ವಾಮಿ, ಶರಣಯ್ಯ, ಬಸವರಾಜ್, ವೆಂಕಟೇಶ ಮತ್ತು ಭಕ್ತರು ಭಾಗವಹಿಸಿದ್ದರು. [515, 1517, 1035, 1691]
color-registration-dot [1259, 2112, 1280, 2139]
dharmasthala-byline: (ಸಂಜೆವಾಣಿ ಪ್ರತಿನಿಧಿಯಿಂದ) [1045, 1738, 1165, 1754]
masthead-left-text: ಸಂಜೆ [583, 67, 663, 118]
dharmasthala-body: ಬೆಂಗಳೂರು,ಆ.31:ಧರ್ಮಸ್ಥಳದ ವಿರುದ್ಧ ಷಡ್ಯಂತ್ರ ವಿರೋಧಿಸಿ ಧರ್ಮಸ್ಥಳ ಪ್ರಕರಣದ ಎನ್‌ಐಎ ತನಿಖೆಗೆ ಆಗ್ರಹಿಸಿ ಪ್ರತಿಪಕ್ಷಗಳಾದ ಬಿಜೆಪಿ–ಜೆಡಿಎಸ್ ಪ್ರತ್ಯೇಕ ಹೋರಾಟ ನಡೆಸಿದ್ದು, ಜೆಡಿಎಸ್ ಇಂದು ಧರ್ಮಸ್ಥಳಕ್ಕೆ ಸತ್ಯಯಾತ್ರೆ ನಡೆಸಿದ್ದರೆ, ನಾಳೆ ಬಿಜೆಪಿ ಧರ್ಮಸ್ಥಳ ಚಲೋ ನಡೆಸಿ ಧರ್ಮ ಸಮಾವೇಶವನ್ನು ಹಮ್ಮಿಕೊಂಡಿದೆ. ಆರಂಭವಾಗಿದೆ.ಈ ಸತ್ಯಯಾತ್ರೆಯಲ್ಲಿ ಜೆಡಿಎಸ್‌ನ ಶಾಸಕರು, ಮಾಜಿ ಶಾಸಕರು, ಮಾಜಿ ಸಂಸದರು ಹಾಗೂ ನೂರಾರು ಕಾರ್ಯಕರ್ತರು ಭಾಗಿಯಾಗಿದ್ದು, ಹಾಸನದ ಯಗಚಿ ಬಳಿ ಇರುವ ಕಂದಲಿಯಿಂದ ನೂರಾರು ವಾಹನಗಳಲ್ಲಿ ಈ ಸತ್ಯಯಾತ್ರೆ ಆರಂಭವಾಯಿತು, ಜೆಡಿಎಸ್ ಯುವಘಟಕದ ಕಾರ್ಯಕರ್ತರು ಸಾಲಿನಲ್ಲಿ ಸಾಗಿದರು. ಹಾಸನದಿಂದ ಜೆಡಿಎಸ್ ನ ಸತ್ಯಯಾತ್ರೆ ಧರ್ಮಸ್ಥಳ ತಲುಪಿದರು. [1045, 1758, 1360, 1935]
top-rule-mark [38, 33, 1362, 35]
photo-face-3 [748, 725, 774, 751]
dhankar-headline: ಪಿಂಚಣಿಗೆ ಅರ್ಜಿ ಸಲ್ಲಿಸಿದ ಧನ್ಕರ್ [595, 127, 955, 166]
signature-president: ಸಹಿ/– ಅಧ್ಯಕ್ಷರು ಪುರಸಭೆ ಅಣ್ಣಿಗೇರಿ [593, 1401, 668, 1452]
bulero-body: ಸಾಗಿಸುತ್ತಿದ್ದ ಟ್ಯಾಂಕರ್ ಲಾರಿ ವೊಂದು ಗುರುಗುಂಟಾದೆಡೆ ಮುಖ ಮಾಡಿ ಏಕಾಏಕಿ ಪಲ್ಟಿಯಾಗಿ ರಸ್ತೆಗೆ ಅಡ್ಡಲಾಗಿ ಬಿದ್ದ ಲಾರಿಗೆ ಕಲ್ಬುರ್ಗಿ ಕಡೆ ತೆರಳುತ್ತಿದ್ದ ಲಾರಿ ಅಪ್ಪಳಿಸಿದೆ. ನಂತರ ಹಿಂದಿನ ಲಾರಿ, ಬ್ಯುಲೆರೋ ಅಪ್ಪಳಿಸಿದ್ದೇ ಈ ಸರಣಿ ಅಪಘಾತ ಸಂಭವಿಸಲು ಕಾರಣ ಎಂಬುದು ಪ್ರತ್ಯಕ್ಷದರ್ಶಿಗಳ ಮಾತು. ಅದೃಷ್ಟವಶಾತ್ ಯಾವುದೇ ಪ್ರಾಣ ಹಾನಿ ಸಂಭವಿಸಿಲ್ಲ.ಈ ಅಪಘಾತದಿಂದ ಸತತ ಮೂರು ಗಂಟೆಗಳ ಜೇವರ್ಗಿ,ಚಾಮರಾಜನಗರ ರಾಷ್ಟ್ರೀಯ ಹೆದ್ದಾರಿ ಸಂಪೂರ್ಣ ಬಂದ್ ಆಗಿ ಪ್ರಯಾಣಿಕರು ವಾಹನ ಸವಾರರು ಪರದಾಡಿದರು.ಈ ಮಾರ್ಗ ಬದಲಿಸಿ ಗೌಡೂರು,ಯಲಗಟ್ಟಾ ಬ್ರಿಡ್ಜ್ ಅನ್ಯ ಮಾರ್ಗವಾಗಿ ಸುತ್ತುವರೆದು ಸಂಚರಿಸಿದವು.ಕೆಲವು ಭಾರಿ ಗಾತ್ರದ ವಾಹನಗಳು ಹೆದ್ದಾರಿಗುಂಟಾ ಸಾಲಾಗಿ ನಿಂತಿದ್ದವು.ವಿಷಯ ಅರಿತ ಹಟ್ಟಿ ಚಿನ್ನದ ಗಣಿ ಪೊಲೀಸ್ ಠಾಣೆಯ ಧರ್ಮಣ್ಣ,ಎ ಎಸ್ ಐ ರೆಹಮಾನ್ ಸ್ಥಳಕ್ಕೆ ಆಗಮಿಸಿ ಅಪಘಾತದಲ್ಲಿ ಸಿಲುಕಿ ಹಾಕಿಕೊಂಡ ಚಾಲಕರನ್ನು ರಕ್ಷಿಸಿ ಆಸ್ಪತ್ರೆಗೆ ಸೇರಿಸುವಲ್ಲಿ ನೆರವಾಗಿ, ಸುಗಮ ಸಂಚಾರಕ್ಕೆ ಅನುವು ಮಾಡಿಕೊಟ್ಟರು. ನಂತರ ವಾಹನ ಸಂಚಾರ ಎಂದಿನಂತೆ ಸಾಗಿತು. [25, 593, 503, 781]
sadbhavana-headline: ಸದ್ಭಾವನಾ ಪಾದಯಾತ್ರೆ [664, 1481, 886, 1516]
footer-rule-thick [25, 2043, 1360, 2046]
color-registration-dot [117, 2112, 138, 2139]
dove-logo-icon [667, 71, 713, 117]
color-registration-dot [1331, 2112, 1352, 2139]
office-name-en: TOWN MUNICIPAL COUNCIL ANNIGERI [826, 1005, 976, 1032]
notice-ref-number: ನಂ:ಪುಸಅ/SFCI9–20/15th23–24/ಉ.ಮೊತ್ರ/ಟಿ.ಪ್ರ/2025–26 [533, 1098, 788, 1112]
dhankar-body: ನವದೆಹಲಿ,ಆ.31–ಭಾರತದ ಮಾಜಿ ಉಪರಾಷ್ಟ್ರಪತಿ ಜಗದೀಪ್ ಧನ್ಕರ್ ಅವರು ರಾಜಸ್ಥಾನ ವಿಧಾನಸಭೆಯಿಂದ ಪಿಂಚಣಿ ಪಡೆಯಲು ಅರ್ಜಿ ಸಲ್ಲಿಸಿದ್ದಾರೆ. ಜಗದೀಪ್ ಧನ್ಕರ್ 1993 ರಲ್ಲಿ, ಅವರು ಕಾಂಗ್ರೆಸ್ ಪಕ್ಷದ ಟಿಕೆಟ್ ಮೂಲಕ ಕಿಶನ್‌ಗಢದಿಂದ ಶಾಸಕರಾಗಿ ಆಯ್ಕೆಯಾಗಿದ್ದರು. ನಿಯಮಗಳ ಪ್ರಕಾರ, 74 ವರ್ಷದ ಧನ್ಕರ್ ಮಾಸಿಕ ಸುಮಾರು 42 ಸಾವಿರ ರೂ. ಪಿಂಚಣಿ ಪಡೆಯು ಸಾಧ್ಯತೆಯಿದೆ. ರಾಜ್ಯದ ನಾಯಕರುಗಳಿಗೆ ಪಿಂಚಣಿ ವ್ಯವಸ್ಥೆ ಹುದ್ದೆ ಇರುವುದರಿಂದ ಪಿಂಚಣಿ ಪಡೆಯುವ ಹಕ್ಕು ಇದೆ. ಅವರು ತಮ್ಮ ಅನಾರೋಗ್ಯದ ಕಾರಣ ನೀಡಿ ರಾಷ್ಟ್ರಪತಿ ದ್ರೌಪದಿ ಮುರ್ಮು ಅವರಿಗೆ ರಾಜೀನಾಮೆ ಸಲ್ಲಿಸಿದ್ದಾರೆ. ಅವರ ರಾಜೀನಾಮೆ ರಾಜಕೀಯ ವಲಯದಲ್ಲಿ ಕೋಲಾಹಲಕ್ಕೆ ಕಾರಣವಾಯಿತು ಮತ್ತು ಪ್ರತಿಪಕ್ಷಗಳು ಈ ಕ್ರಮಕ್ಕೆ ತೀವ್ರವಾಗಿ ಪ್ರತಿಕ್ರಿಯಿಸಿದವು. ಧನ್ಕರ್ ಅವರ ರಾಜೀನಾಮೆಯ ನಂತರ, ಉಪಾಧ್ಯಕ್ಷರ ಮುಂದಿನ ಚುನಾವಣೆಗೆ ಸಿದ್ಧತೆಗಳು ಪ್ರಾರಂಭವಾಗಿವೆ. ಈ ಹುದ್ದೆಗೆ ಚುನಾವಣೆಗಳು ಸೆಪ್ಟೆಂಬರ್ 9, 2025 ರಂದು ನಡೆಯಲಿವೆ. ಕೇಂದ್ರದಲ್ಲಿ ಆಡಳಿತಾರೂಢ ಪಕ್ಷವಾದ ಎನ್ಡಿಎ, ಮಹಾರಾಷ್ಟ್ರ ರಾಜ್ಯಪಾಲ ಸಿ.ಪಿ. ರಾಧಾಕೃಷ್ಣನ್ ಅವರನ್ನು ಉಪರಾಷ್ಟ್ರಪತಿ ಅಭ್ಯರ್ಥಿಯನ್ನಾಗಿ ಘೋಷಿಸಿದೆ. ಜುಲೈ 21, 2025 ರಂದು ಧನ್ಕರ್ ಅವರು ಉಪರಾಷ್ಟ್ರಪತಿ ಹುದ್ದೆಗೆ ರಾಜೀನಾಮೆ ನೀಡಿದರು. ರಾಜೀನಾಮೆಯ ನಂತರವೂ ಅವರು ದೆಹಲಿಯಲ್ಲಿ ವಾಸವಿದ್ದು, ಟೆನ್ನಿಸ್ ಆಡುವುದನ್ನು ಸಹ ಮುಂದುವರೆಸಿದ್ದಾರೆ. [515, 191, 1035, 396]
gabbur-right-text [1045, 700, 1360, 962]
